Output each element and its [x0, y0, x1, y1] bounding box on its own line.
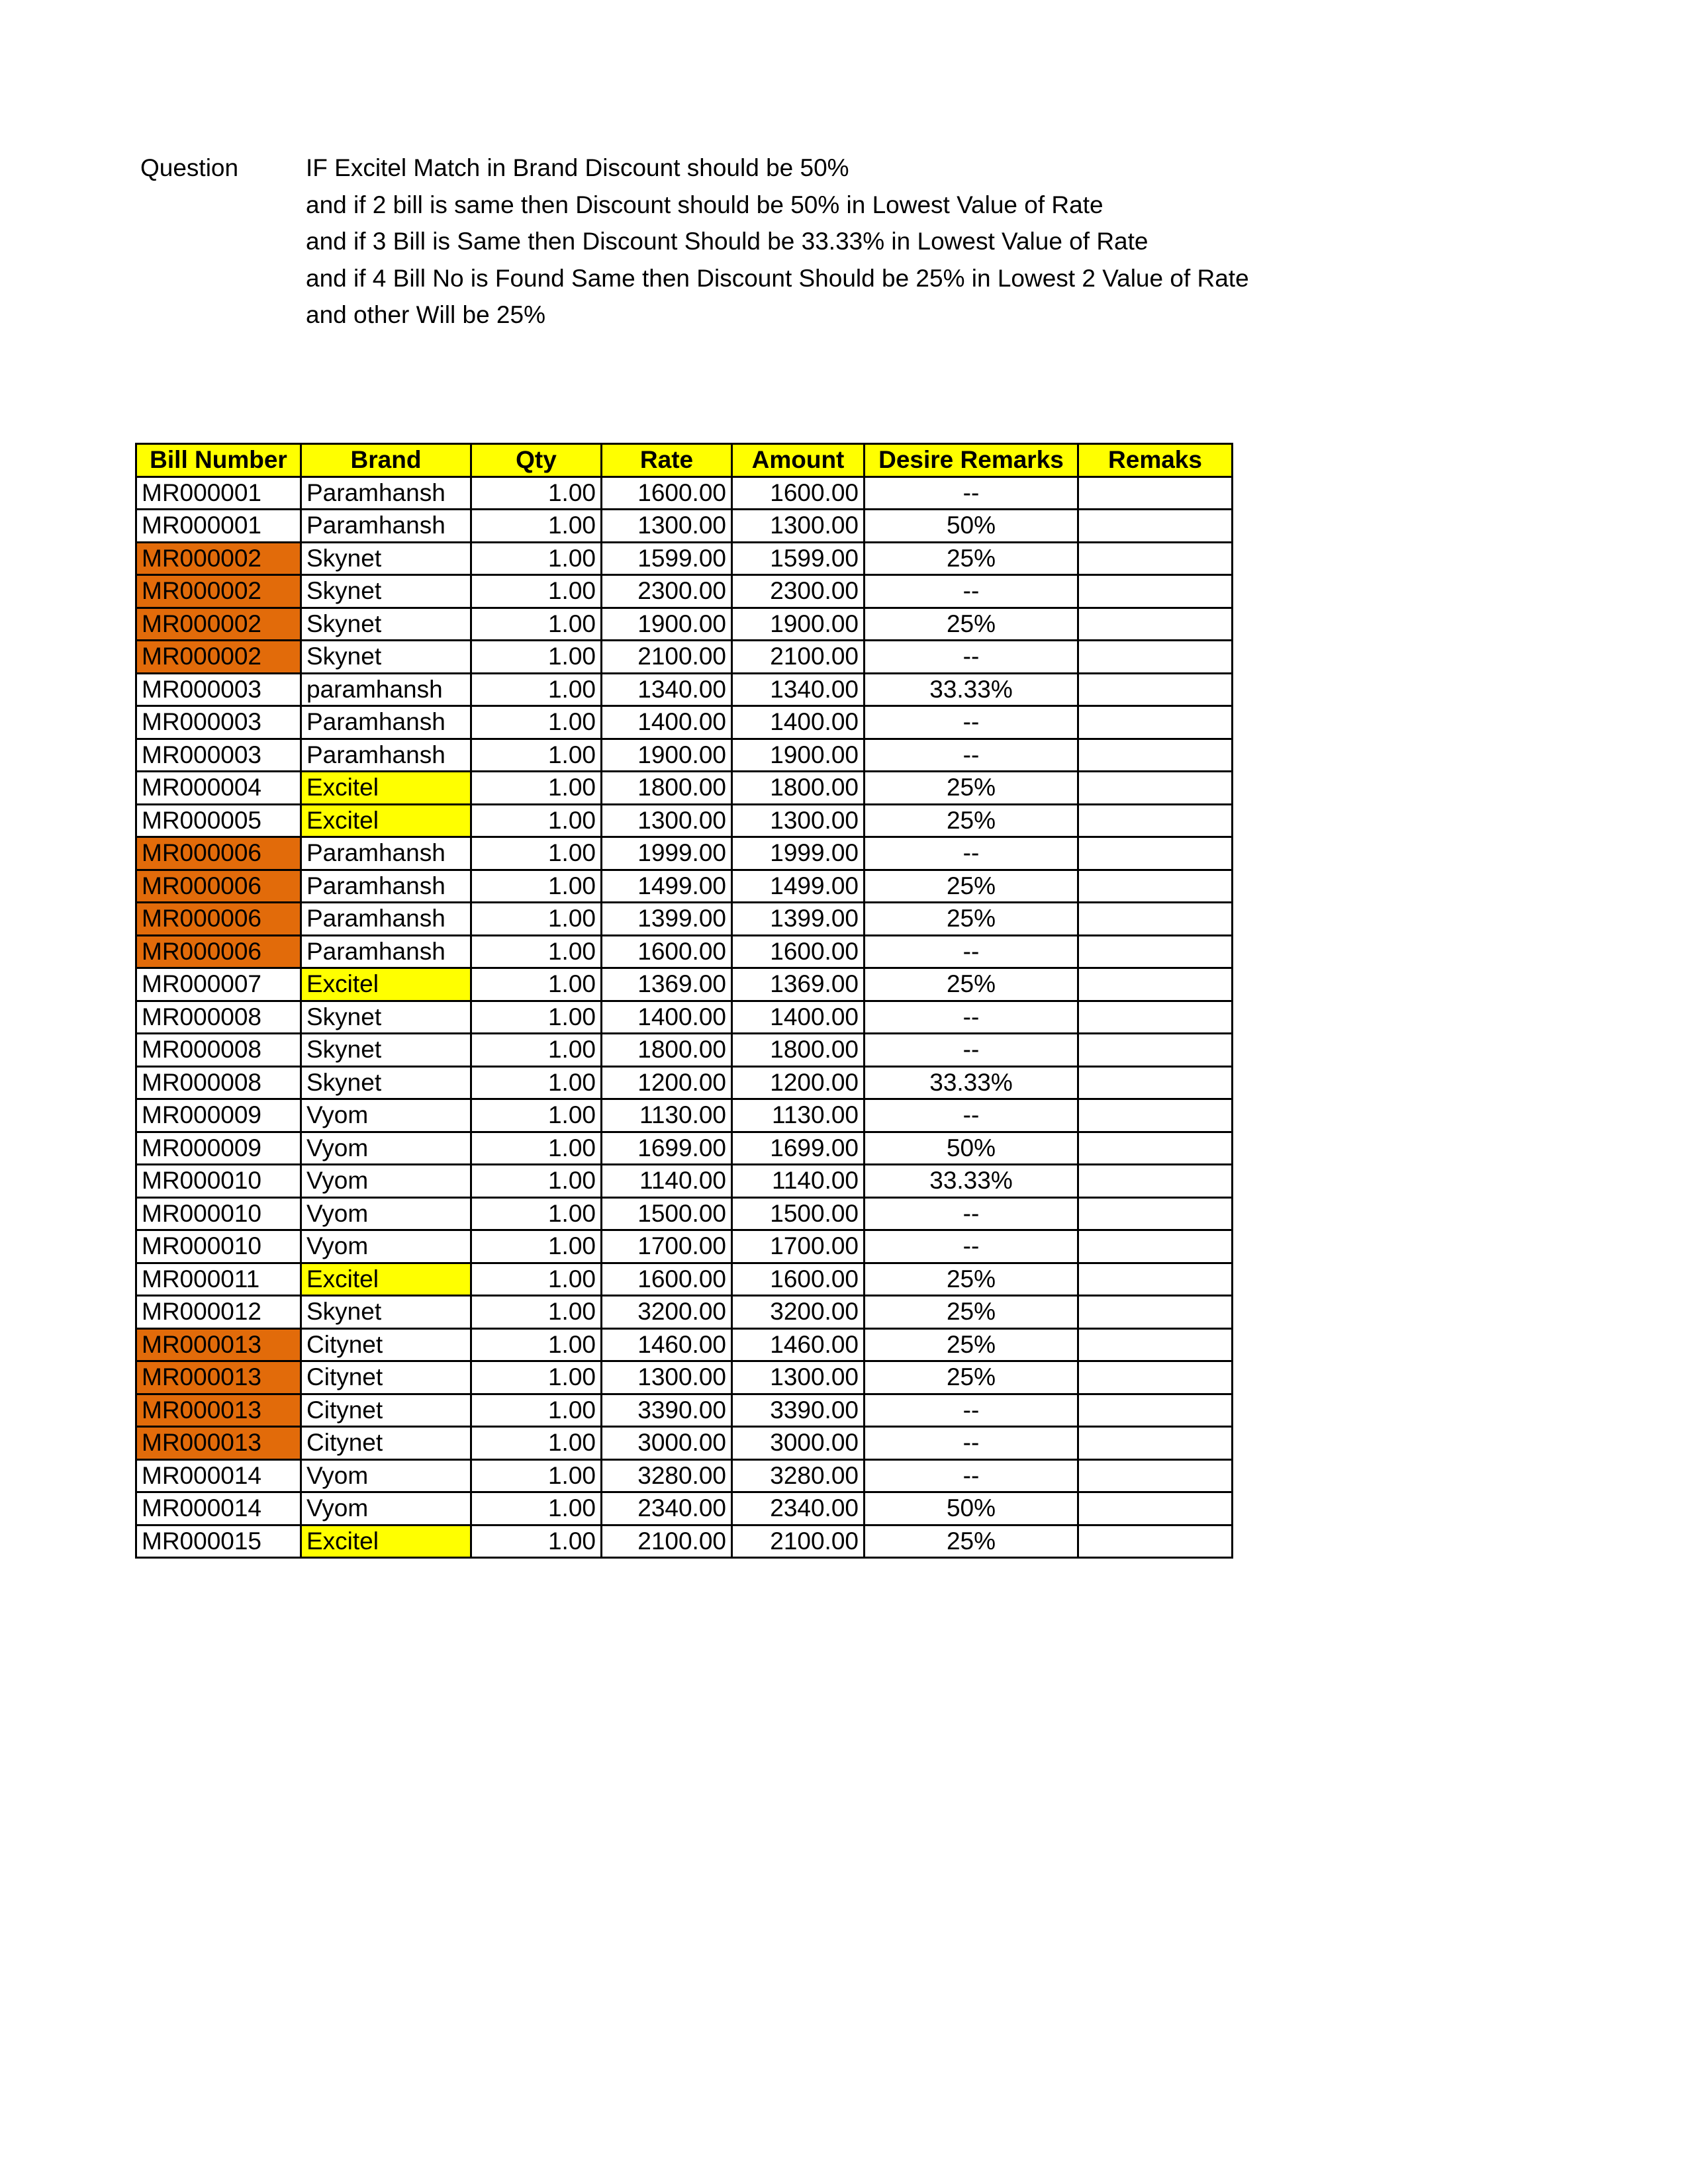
- cell-rate[interactable]: 1300.00: [602, 804, 732, 837]
- cell-amount[interactable]: 1599.00: [732, 542, 865, 575]
- cell-remaks[interactable]: [1078, 804, 1233, 837]
- cell-desire-remarks[interactable]: 33.33%: [865, 1165, 1078, 1198]
- cell-bill-number[interactable]: MR000009: [136, 1132, 301, 1165]
- cell-brand[interactable]: Vyom: [301, 1197, 471, 1230]
- cell-amount[interactable]: 2100.00: [732, 1525, 865, 1558]
- cell-qty[interactable]: 1.00: [471, 968, 602, 1001]
- cell-amount[interactable]: 1499.00: [732, 870, 865, 903]
- cell-brand[interactable]: Paramhansh: [301, 477, 471, 510]
- cell-qty[interactable]: 1.00: [471, 1165, 602, 1198]
- cell-qty[interactable]: 1.00: [471, 575, 602, 608]
- cell-amount[interactable]: 1800.00: [732, 1034, 865, 1067]
- cell-rate[interactable]: 1600.00: [602, 935, 732, 968]
- cell-amount[interactable]: 2300.00: [732, 575, 865, 608]
- cell-bill-number[interactable]: MR000012: [136, 1296, 301, 1329]
- cell-bill-number[interactable]: MR000013: [136, 1328, 301, 1361]
- cell-amount[interactable]: 1600.00: [732, 935, 865, 968]
- cell-bill-number[interactable]: MR000002: [136, 608, 301, 641]
- question-line: and other Will be 25%: [306, 301, 545, 328]
- cell-remaks[interactable]: [1078, 1296, 1233, 1329]
- table-row: [136, 1165, 1233, 1198]
- question-text: [306, 150, 1249, 334]
- cell-remaks[interactable]: [1078, 870, 1233, 903]
- table-row: [136, 1066, 1233, 1099]
- cell-remaks[interactable]: [1078, 1066, 1233, 1099]
- cell-bill-number[interactable]: MR000013: [136, 1394, 301, 1427]
- table-row: [136, 673, 1233, 706]
- cell-rate[interactable]: 1369.00: [602, 968, 732, 1001]
- cell-remaks[interactable]: [1078, 542, 1233, 575]
- table-row: [136, 1394, 1233, 1427]
- cell-qty[interactable]: 1.00: [471, 1459, 602, 1492]
- cell-rate[interactable]: 1399.00: [602, 903, 732, 936]
- cell-desire-remarks[interactable]: --: [865, 706, 1078, 739]
- table-row: [136, 706, 1233, 739]
- cell-desire-remarks[interactable]: 25%: [865, 1525, 1078, 1558]
- cell-desire-remarks[interactable]: --: [865, 575, 1078, 608]
- cell-rate[interactable]: 1800.00: [602, 772, 732, 805]
- cell-remaks[interactable]: [1078, 772, 1233, 805]
- cell-brand[interactable]: Citynet: [301, 1361, 471, 1394]
- table-row: [136, 1459, 1233, 1492]
- table-row: [136, 772, 1233, 805]
- cell-bill-number[interactable]: MR000008: [136, 1034, 301, 1067]
- cell-amount[interactable]: 3390.00: [732, 1394, 865, 1427]
- table-row: [136, 608, 1233, 641]
- cell-qty[interactable]: 1.00: [471, 1034, 602, 1067]
- cell-desire-remarks[interactable]: 25%: [865, 870, 1078, 903]
- cell-brand[interactable]: Paramhansh: [301, 903, 471, 936]
- cell-brand[interactable]: Paramhansh: [301, 510, 471, 543]
- cell-amount[interactable]: 1399.00: [732, 903, 865, 936]
- question-line: IF Excitel Match in Brand Discount should be 50%: [306, 154, 849, 181]
- header-remaks[interactable]: Remaks: [1078, 444, 1233, 477]
- cell-rate[interactable]: 2340.00: [602, 1492, 732, 1525]
- cell-brand[interactable]: Skynet: [301, 542, 471, 575]
- cell-remaks[interactable]: [1078, 739, 1233, 772]
- cell-desire-remarks[interactable]: --: [865, 1459, 1078, 1492]
- table-row: [136, 542, 1233, 575]
- cell-bill-number[interactable]: MR000008: [136, 1066, 301, 1099]
- cell-remaks[interactable]: [1078, 935, 1233, 968]
- table-row: [136, 641, 1233, 674]
- table-row: [136, 1034, 1233, 1067]
- cell-bill-number[interactable]: MR000013: [136, 1361, 301, 1394]
- cell-remaks[interactable]: [1078, 1230, 1233, 1263]
- cell-amount[interactable]: 1140.00: [732, 1165, 865, 1198]
- cell-rate[interactable]: 3200.00: [602, 1296, 732, 1329]
- cell-bill-number[interactable]: MR000006: [136, 837, 301, 870]
- header-qty[interactable]: Qty: [471, 444, 602, 477]
- cell-desire-remarks[interactable]: 25%: [865, 772, 1078, 805]
- table-row: [136, 1361, 1233, 1394]
- cell-rate[interactable]: 1130.00: [602, 1099, 732, 1132]
- cell-amount[interactable]: 1999.00: [732, 837, 865, 870]
- table-row: [136, 804, 1233, 837]
- cell-brand[interactable]: Paramhansh: [301, 837, 471, 870]
- cell-bill-number[interactable]: MR000004: [136, 772, 301, 805]
- table-row: [136, 739, 1233, 772]
- cell-desire-remarks[interactable]: --: [865, 837, 1078, 870]
- cell-rate[interactable]: 1999.00: [602, 837, 732, 870]
- table-row: [136, 1099, 1233, 1132]
- table-row: [136, 1001, 1233, 1034]
- cell-qty[interactable]: 1.00: [471, 1492, 602, 1525]
- table-row: [136, 1296, 1233, 1329]
- cell-rate[interactable]: 1500.00: [602, 1197, 732, 1230]
- cell-rate[interactable]: 2100.00: [602, 1525, 732, 1558]
- cell-bill-number[interactable]: MR000010: [136, 1165, 301, 1198]
- table-row: [136, 968, 1233, 1001]
- cell-amount[interactable]: 1130.00: [732, 1099, 865, 1132]
- cell-brand[interactable]: Paramhansh: [301, 870, 471, 903]
- cell-remaks[interactable]: [1078, 510, 1233, 543]
- cell-qty[interactable]: 1.00: [471, 1066, 602, 1099]
- cell-qty[interactable]: 1.00: [471, 673, 602, 706]
- cell-rate[interactable]: 1600.00: [602, 1263, 732, 1296]
- cell-desire-remarks[interactable]: 25%: [865, 608, 1078, 641]
- cell-remaks[interactable]: [1078, 1165, 1233, 1198]
- cell-bill-number[interactable]: MR000006: [136, 935, 301, 968]
- cell-rate[interactable]: 1400.00: [602, 1001, 732, 1034]
- cell-brand[interactable]: paramhansh: [301, 673, 471, 706]
- cell-desire-remarks[interactable]: --: [865, 1099, 1078, 1132]
- cell-desire-remarks[interactable]: --: [865, 1034, 1078, 1067]
- cell-qty[interactable]: 1.00: [471, 542, 602, 575]
- cell-rate[interactable]: 1900.00: [602, 739, 732, 772]
- cell-amount[interactable]: 1340.00: [732, 673, 865, 706]
- cell-brand[interactable]: Excitel: [301, 1525, 471, 1558]
- cell-brand[interactable]: Vyom: [301, 1165, 471, 1198]
- cell-amount[interactable]: 1400.00: [732, 1001, 865, 1034]
- cell-brand[interactable]: Vyom: [301, 1492, 471, 1525]
- cell-qty[interactable]: 1.00: [471, 1230, 602, 1263]
- cell-desire-remarks[interactable]: 25%: [865, 1296, 1078, 1329]
- table-row: [136, 1328, 1233, 1361]
- cell-remaks[interactable]: [1078, 575, 1233, 608]
- cell-remaks[interactable]: [1078, 1001, 1233, 1034]
- cell-desire-remarks[interactable]: 25%: [865, 903, 1078, 936]
- question-line: and if 2 bill is same then Discount should be 50% in Lowest Value of Rate: [306, 191, 1103, 218]
- cell-desire-remarks[interactable]: 33.33%: [865, 1066, 1078, 1099]
- cell-rate[interactable]: 1400.00: [602, 706, 732, 739]
- cell-brand[interactable]: Excitel: [301, 968, 471, 1001]
- cell-rate[interactable]: 1140.00: [602, 1165, 732, 1198]
- cell-remaks[interactable]: [1078, 1394, 1233, 1427]
- cell-desire-remarks[interactable]: 50%: [865, 1492, 1078, 1525]
- cell-amount[interactable]: 1460.00: [732, 1328, 865, 1361]
- cell-amount[interactable]: 1300.00: [732, 510, 865, 543]
- cell-bill-number[interactable]: MR000006: [136, 870, 301, 903]
- question-line: and if 4 Bill No is Found Same then Discount Should be 25% in Lowest 2 Value of Rate: [306, 264, 1249, 292]
- cell-qty[interactable]: 1.00: [471, 641, 602, 674]
- cell-desire-remarks[interactable]: --: [865, 477, 1078, 510]
- cell-desire-remarks[interactable]: --: [865, 1001, 1078, 1034]
- cell-remaks[interactable]: [1078, 1132, 1233, 1165]
- cell-remaks[interactable]: [1078, 477, 1233, 510]
- cell-amount[interactable]: 2340.00: [732, 1492, 865, 1525]
- cell-qty[interactable]: 1.00: [471, 935, 602, 968]
- cell-brand[interactable]: Paramhansh: [301, 706, 471, 739]
- cell-brand[interactable]: Skynet: [301, 1001, 471, 1034]
- cell-qty[interactable]: 1.00: [471, 1132, 602, 1165]
- cell-desire-remarks[interactable]: --: [865, 1197, 1078, 1230]
- header-desire-remarks[interactable]: Desire Remarks: [865, 444, 1078, 477]
- cell-amount[interactable]: 1700.00: [732, 1230, 865, 1263]
- cell-desire-remarks[interactable]: 25%: [865, 1361, 1078, 1394]
- cell-remaks[interactable]: [1078, 1361, 1233, 1394]
- cell-rate[interactable]: 1499.00: [602, 870, 732, 903]
- cell-qty[interactable]: 1.00: [471, 903, 602, 936]
- cell-brand[interactable]: Vyom: [301, 1459, 471, 1492]
- cell-amount[interactable]: 3000.00: [732, 1427, 865, 1460]
- cell-desire-remarks[interactable]: 25%: [865, 542, 1078, 575]
- cell-rate[interactable]: 2100.00: [602, 641, 732, 674]
- cell-amount[interactable]: 1200.00: [732, 1066, 865, 1099]
- cell-bill-number[interactable]: MR000014: [136, 1492, 301, 1525]
- cell-qty[interactable]: 1.00: [471, 1427, 602, 1460]
- cell-brand[interactable]: Citynet: [301, 1328, 471, 1361]
- cell-qty[interactable]: 1.00: [471, 1525, 602, 1558]
- table-row: [136, 1525, 1233, 1558]
- cell-bill-number[interactable]: MR000011: [136, 1263, 301, 1296]
- cell-rate[interactable]: 1699.00: [602, 1132, 732, 1165]
- table-row: [136, 477, 1233, 510]
- header-rate[interactable]: Rate: [602, 444, 732, 477]
- cell-desire-remarks[interactable]: --: [865, 1230, 1078, 1263]
- cell-amount[interactable]: 1400.00: [732, 706, 865, 739]
- cell-amount[interactable]: 2100.00: [732, 641, 865, 674]
- cell-remaks[interactable]: [1078, 1263, 1233, 1296]
- question-label: Question: [140, 154, 239, 181]
- cell-qty[interactable]: 1.00: [471, 706, 602, 739]
- cell-brand[interactable]: Skynet: [301, 1296, 471, 1329]
- cell-amount[interactable]: 1300.00: [732, 804, 865, 837]
- header-bill-number[interactable]: Bill Number: [136, 444, 301, 477]
- cell-brand[interactable]: Skynet: [301, 641, 471, 674]
- cell-qty[interactable]: 1.00: [471, 1394, 602, 1427]
- cell-remaks[interactable]: [1078, 608, 1233, 641]
- cell-qty[interactable]: 1.00: [471, 1263, 602, 1296]
- cell-qty[interactable]: 1.00: [471, 772, 602, 805]
- cell-remaks[interactable]: [1078, 1492, 1233, 1525]
- cell-qty[interactable]: 1.00: [471, 1197, 602, 1230]
- cell-remaks[interactable]: [1078, 706, 1233, 739]
- cell-desire-remarks[interactable]: 50%: [865, 510, 1078, 543]
- cell-rate[interactable]: 1599.00: [602, 542, 732, 575]
- cell-bill-number[interactable]: MR000003: [136, 673, 301, 706]
- cell-brand[interactable]: Excitel: [301, 1263, 471, 1296]
- cell-bill-number[interactable]: MR000006: [136, 903, 301, 936]
- cell-bill-number[interactable]: MR000015: [136, 1525, 301, 1558]
- cell-desire-remarks[interactable]: 25%: [865, 968, 1078, 1001]
- cell-rate[interactable]: 1460.00: [602, 1328, 732, 1361]
- cell-remaks[interactable]: [1078, 903, 1233, 936]
- cell-desire-remarks[interactable]: --: [865, 641, 1078, 674]
- cell-amount[interactable]: 1500.00: [732, 1197, 865, 1230]
- cell-amount[interactable]: 1369.00: [732, 968, 865, 1001]
- cell-desire-remarks[interactable]: --: [865, 739, 1078, 772]
- cell-qty[interactable]: 1.00: [471, 837, 602, 870]
- table-row: [136, 1230, 1233, 1263]
- cell-brand[interactable]: Skynet: [301, 608, 471, 641]
- cell-amount[interactable]: 3280.00: [732, 1459, 865, 1492]
- cell-amount[interactable]: 1699.00: [732, 1132, 865, 1165]
- cell-bill-number[interactable]: MR000002: [136, 542, 301, 575]
- question-line: and if 3 Bill is Same then Discount Should be 33.33% in Lowest Value of Rate: [306, 228, 1149, 255]
- cell-brand[interactable]: Citynet: [301, 1394, 471, 1427]
- cell-qty[interactable]: 1.00: [471, 1099, 602, 1132]
- cell-qty[interactable]: 1.00: [471, 1328, 602, 1361]
- cell-amount[interactable]: 1600.00: [732, 1263, 865, 1296]
- cell-bill-number[interactable]: MR000003: [136, 706, 301, 739]
- cell-desire-remarks[interactable]: 33.33%: [865, 673, 1078, 706]
- cell-brand[interactable]: Excitel: [301, 772, 471, 805]
- cell-bill-number[interactable]: MR000013: [136, 1427, 301, 1460]
- table-row: [136, 903, 1233, 936]
- cell-rate[interactable]: 1200.00: [602, 1066, 732, 1099]
- cell-rate[interactable]: 2300.00: [602, 575, 732, 608]
- cell-brand[interactable]: Skynet: [301, 575, 471, 608]
- cell-brand[interactable]: Vyom: [301, 1099, 471, 1132]
- cell-remaks[interactable]: [1078, 1525, 1233, 1558]
- cell-bill-number[interactable]: MR000009: [136, 1099, 301, 1132]
- cell-rate[interactable]: 3280.00: [602, 1459, 732, 1492]
- cell-bill-number[interactable]: MR000005: [136, 804, 301, 837]
- cell-remaks[interactable]: [1078, 641, 1233, 674]
- cell-amount[interactable]: 1900.00: [732, 608, 865, 641]
- cell-qty[interactable]: 1.00: [471, 804, 602, 837]
- cell-qty[interactable]: 1.00: [471, 477, 602, 510]
- cell-qty[interactable]: 1.00: [471, 1001, 602, 1034]
- table-row: [136, 575, 1233, 608]
- cell-bill-number[interactable]: MR000003: [136, 739, 301, 772]
- cell-desire-remarks[interactable]: 50%: [865, 1132, 1078, 1165]
- cell-brand[interactable]: Citynet: [301, 1427, 471, 1460]
- cell-rate[interactable]: 3390.00: [602, 1394, 732, 1427]
- cell-bill-number[interactable]: MR000002: [136, 575, 301, 608]
- cell-brand[interactable]: Paramhansh: [301, 935, 471, 968]
- cell-qty[interactable]: 1.00: [471, 608, 602, 641]
- cell-desire-remarks[interactable]: 25%: [865, 1328, 1078, 1361]
- cell-qty[interactable]: 1.00: [471, 510, 602, 543]
- cell-rate[interactable]: 1300.00: [602, 510, 732, 543]
- cell-amount[interactable]: 3200.00: [732, 1296, 865, 1329]
- bill-table: [135, 443, 1233, 1559]
- header-amount[interactable]: Amount: [732, 444, 865, 477]
- table-row: [136, 935, 1233, 968]
- table-row: [136, 870, 1233, 903]
- cell-qty[interactable]: 1.00: [471, 739, 602, 772]
- cell-amount[interactable]: 1800.00: [732, 772, 865, 805]
- table-row: [136, 1427, 1233, 1460]
- cell-desire-remarks[interactable]: 25%: [865, 804, 1078, 837]
- cell-remaks[interactable]: [1078, 1034, 1233, 1067]
- cell-desire-remarks[interactable]: --: [865, 1394, 1078, 1427]
- cell-brand[interactable]: Excitel: [301, 804, 471, 837]
- cell-bill-number[interactable]: MR000008: [136, 1001, 301, 1034]
- cell-brand[interactable]: Skynet: [301, 1034, 471, 1067]
- cell-bill-number[interactable]: MR000007: [136, 968, 301, 1001]
- cell-bill-number[interactable]: MR000014: [136, 1459, 301, 1492]
- cell-remaks[interactable]: [1078, 1197, 1233, 1230]
- header-brand[interactable]: Brand: [301, 444, 471, 477]
- cell-bill-number[interactable]: MR000002: [136, 641, 301, 674]
- cell-amount[interactable]: 1600.00: [732, 477, 865, 510]
- cell-rate[interactable]: 1800.00: [602, 1034, 732, 1067]
- cell-remaks[interactable]: [1078, 673, 1233, 706]
- cell-remaks[interactable]: [1078, 1427, 1233, 1460]
- cell-bill-number[interactable]: MR000010: [136, 1230, 301, 1263]
- cell-qty[interactable]: 1.00: [471, 870, 602, 903]
- cell-remaks[interactable]: [1078, 1459, 1233, 1492]
- cell-rate[interactable]: 3000.00: [602, 1427, 732, 1460]
- cell-qty[interactable]: 1.00: [471, 1361, 602, 1394]
- cell-brand[interactable]: Paramhansh: [301, 739, 471, 772]
- cell-bill-number[interactable]: MR000001: [136, 477, 301, 510]
- cell-rate[interactable]: 1300.00: [602, 1361, 732, 1394]
- header-row: [136, 444, 1233, 477]
- cell-remaks[interactable]: [1078, 1328, 1233, 1361]
- cell-rate[interactable]: 1340.00: [602, 673, 732, 706]
- cell-brand[interactable]: Skynet: [301, 1066, 471, 1099]
- cell-rate[interactable]: 1600.00: [602, 477, 732, 510]
- table-row: [136, 837, 1233, 870]
- cell-rate[interactable]: 1700.00: [602, 1230, 732, 1263]
- cell-desire-remarks[interactable]: 25%: [865, 1263, 1078, 1296]
- cell-qty[interactable]: 1.00: [471, 1296, 602, 1329]
- table-body: [136, 477, 1233, 1558]
- cell-amount[interactable]: 1900.00: [732, 739, 865, 772]
- cell-remaks[interactable]: [1078, 1099, 1233, 1132]
- cell-brand[interactable]: Vyom: [301, 1132, 471, 1165]
- cell-remaks[interactable]: [1078, 837, 1233, 870]
- cell-desire-remarks[interactable]: --: [865, 1427, 1078, 1460]
- table-row: [136, 1263, 1233, 1296]
- cell-amount[interactable]: 1300.00: [732, 1361, 865, 1394]
- cell-rate[interactable]: 1900.00: [602, 608, 732, 641]
- table-row: [136, 1197, 1233, 1230]
- cell-brand[interactable]: Vyom: [301, 1230, 471, 1263]
- table-row: [136, 510, 1233, 543]
- cell-bill-number[interactable]: MR000010: [136, 1197, 301, 1230]
- table-row: [136, 1492, 1233, 1525]
- table-row: [136, 1132, 1233, 1165]
- cell-desire-remarks[interactable]: --: [865, 935, 1078, 968]
- cell-bill-number[interactable]: MR000001: [136, 510, 301, 543]
- cell-remaks[interactable]: [1078, 968, 1233, 1001]
